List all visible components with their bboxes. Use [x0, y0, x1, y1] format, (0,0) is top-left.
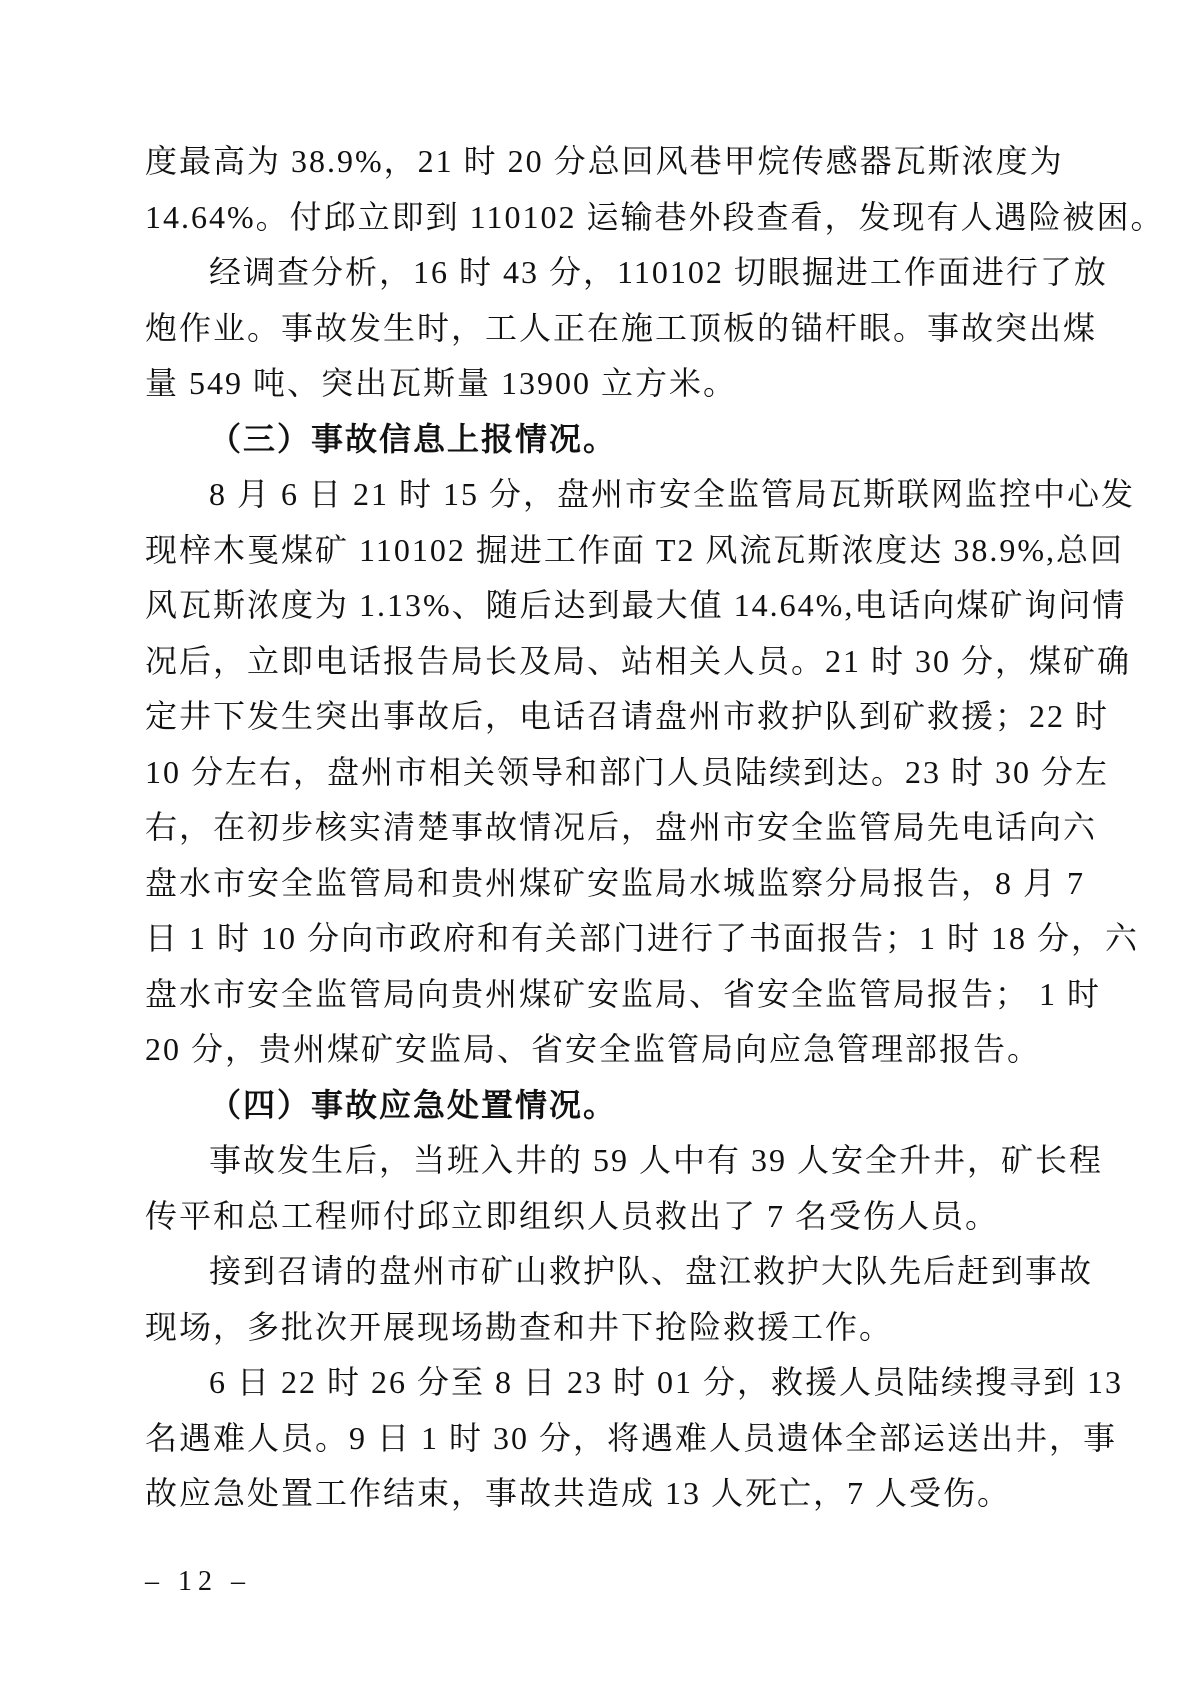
text-line: 度最高为 38.9%，21 时 20 分总回风巷甲烷传感器瓦斯浓度为 [145, 143, 1064, 179]
section-heading: （三）事故信息上报情况。 [209, 420, 618, 457]
text-line: 炮作业。事故发生时，工人正在施工顶板的锚杆眼。事故突出煤 [145, 309, 1098, 346]
text-line: 经调查分析，16 时 43 分，110102 切眼掘进工作面进行了放 [209, 254, 1108, 290]
text-line: 接到召请的盘州市矿山救护队、盘江救护大队先后赶到事故 [209, 1253, 1094, 1289]
text-line: 8 月 6 日 21 时 15 分，盘州市安全监管局瓦斯联网监控中心发 [209, 476, 1136, 512]
text-line: 盘水市安全监管局和贵州煤矿安监局水城监察分局报告，8 月 7 [145, 864, 1086, 901]
text-line: 量 549 吨、突出瓦斯量 13900 立方米。 [145, 365, 738, 401]
document-body [145, 134, 1165, 1522]
text-line: 故应急处置工作结束，事故共造成 13 人死亡，7 人受伤。 [145, 1475, 1012, 1511]
text-line: 右，在初步核实清楚事故情况后，盘州市安全监管局先电话向六 [145, 809, 1098, 845]
text-line: 日 1 时 10 分向市政府和有关部门进行了书面报告；1 时 18 分，六 [145, 920, 1140, 956]
text-line: 定井下发生突出事故后，电话召请盘州市救护队到矿救援；22 时 [145, 698, 1110, 734]
text-line: 名遇难人员。9 日 1 时 30 分，将遇难人员遗体全部运送出井，事 [145, 1419, 1118, 1456]
text-line: 传平和总工程师付邱立即组织人员救出了 7 名受伤人员。 [145, 1197, 1000, 1234]
page-number: – 12 – [145, 1566, 251, 1597]
text-line: 20 分，贵州煤矿安监局、省安全监管局向应急管理部报告。 [145, 1031, 1042, 1067]
text-line: 风瓦斯浓度为 1.13%、随后达到最大值 14.64%,电话向煤矿询问情 [145, 587, 1127, 623]
text-line: 况后，立即电话报告局长及局、站相关人员。21 时 30 分，煤矿确 [145, 642, 1132, 679]
text-line: 盘水市安全监管局向贵州煤矿安监局、省安全监管局报告； 1 时 [145, 975, 1102, 1012]
text-line: 现场，多批次开展现场勘查和井下抢险救援工作。 [145, 1308, 894, 1345]
text-line: 10 分左右，盘州市相关领导和部门人员陆续到达。23 时 30 分左 [145, 753, 1110, 790]
text-line: 6 日 22 时 26 分至 8 日 23 时 01 分，救援人员陆续搜寻到 13 [209, 1364, 1124, 1400]
text-line: 现梓木戛煤矿 110102 掘进工作面 T2 风流瓦斯浓度达 38.9%,总回 [145, 531, 1125, 568]
text-line: 事故发生后，当班入井的 59 人中有 39 人安全升井，矿长程 [209, 1142, 1104, 1178]
text-line: 14.64%。付邱立即到 110102 运输巷外段查看，发现有人遇险被困。 [145, 198, 1165, 235]
section-heading: （四）事故应急处置情况。 [209, 1086, 618, 1123]
